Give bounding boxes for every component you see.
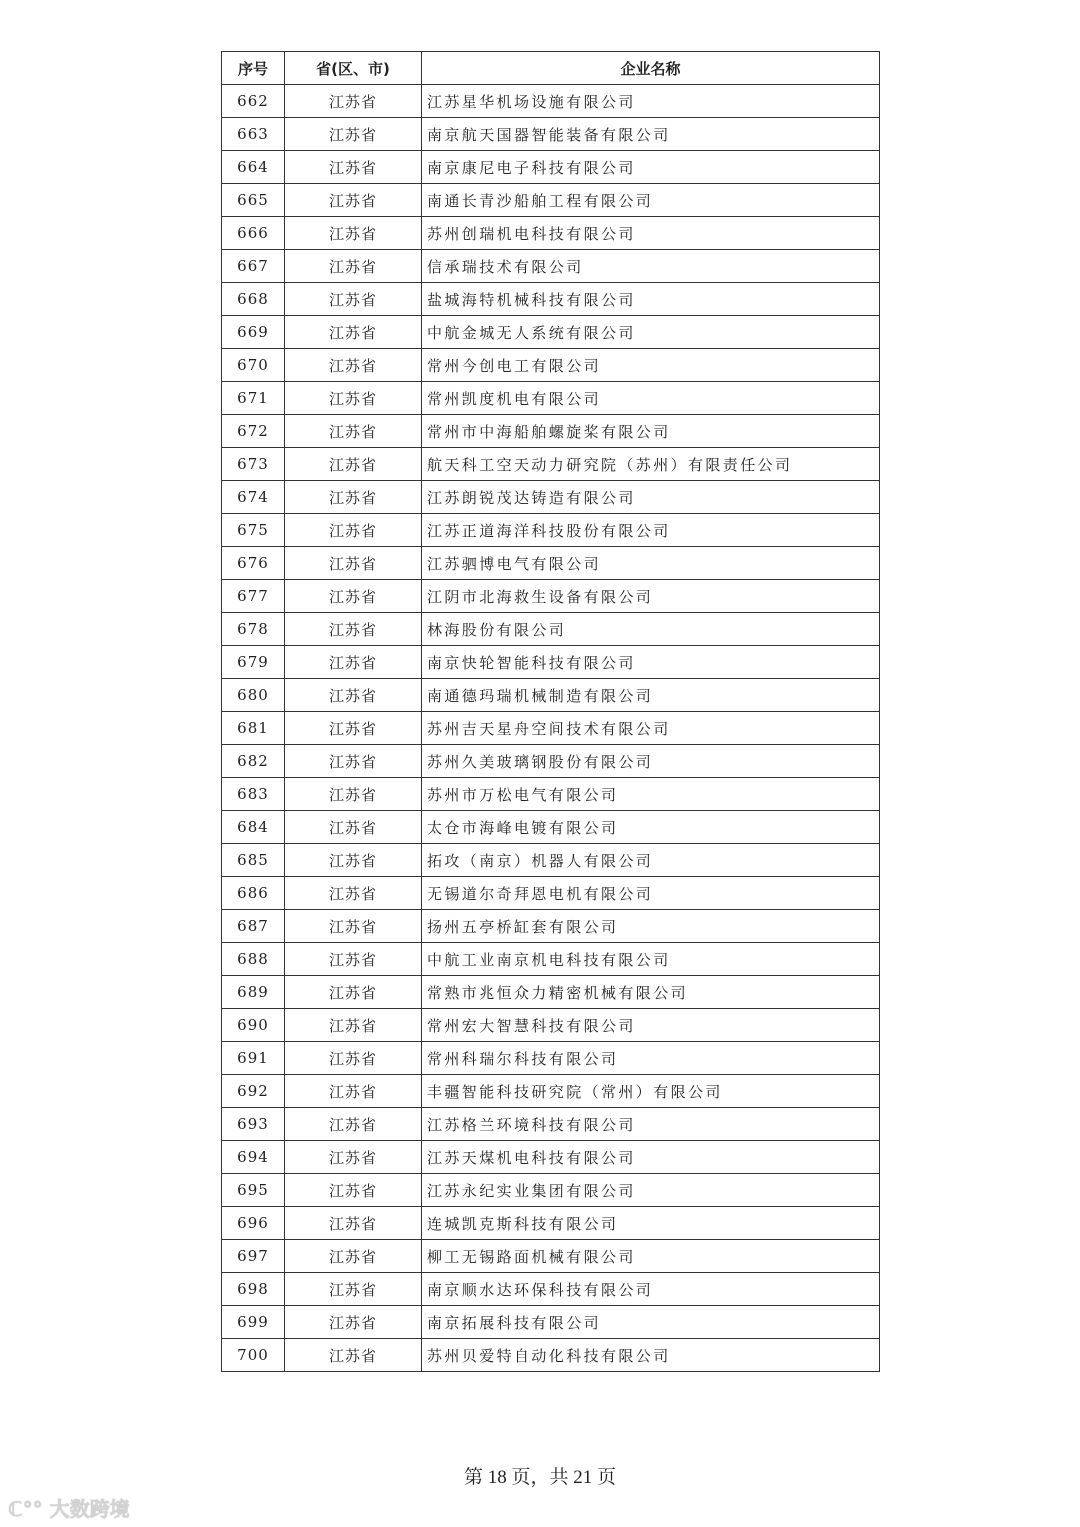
row-province: 江苏省 [285, 613, 422, 646]
row-company-name: 柳工无锡路面机械有限公司 [422, 1240, 880, 1273]
row-index: 672 [222, 415, 285, 448]
row-province: 江苏省 [285, 1009, 422, 1042]
row-index: 682 [222, 745, 285, 778]
row-company-name: 南京拓展科技有限公司 [422, 1306, 880, 1339]
row-index: 697 [222, 1240, 285, 1273]
table-row [222, 415, 880, 448]
row-company-name: 中航工业南京机电科技有限公司 [422, 943, 880, 976]
row-province: 江苏省 [285, 316, 422, 349]
table-row [222, 547, 880, 580]
table-row [222, 844, 880, 877]
table-body [222, 85, 880, 1372]
row-company-name: 江苏天煤机电科技有限公司 [422, 1141, 880, 1174]
row-index: 675 [222, 514, 285, 547]
row-province: 江苏省 [285, 250, 422, 283]
row-province: 江苏省 [285, 1075, 422, 1108]
row-province: 江苏省 [285, 349, 422, 382]
row-company-name: 扬州五亭桥缸套有限公司 [422, 910, 880, 943]
table-row [222, 184, 880, 217]
row-index: 683 [222, 778, 285, 811]
row-index: 700 [222, 1339, 285, 1372]
row-index: 663 [222, 118, 285, 151]
row-index: 695 [222, 1174, 285, 1207]
row-province: 江苏省 [285, 745, 422, 778]
row-index: 669 [222, 316, 285, 349]
table-row [222, 118, 880, 151]
table-row [222, 1306, 880, 1339]
row-index: 688 [222, 943, 285, 976]
row-province: 江苏省 [285, 1108, 422, 1141]
row-index: 687 [222, 910, 285, 943]
table-row [222, 250, 880, 283]
table-row [222, 745, 880, 778]
table-row [222, 1042, 880, 1075]
row-province: 江苏省 [285, 778, 422, 811]
table-row [222, 1273, 880, 1306]
row-province: 江苏省 [285, 1240, 422, 1273]
row-index: 674 [222, 481, 285, 514]
row-company-name: 林海股份有限公司 [422, 613, 880, 646]
row-index: 690 [222, 1009, 285, 1042]
row-index: 662 [222, 85, 285, 118]
row-index: 678 [222, 613, 285, 646]
table-row [222, 976, 880, 1009]
row-index: 699 [222, 1306, 285, 1339]
row-province: 江苏省 [285, 283, 422, 316]
row-index: 676 [222, 547, 285, 580]
row-index: 666 [222, 217, 285, 250]
enterprise-table [221, 51, 880, 1372]
table-header-row [222, 52, 880, 85]
row-index: 681 [222, 712, 285, 745]
row-index: 679 [222, 646, 285, 679]
row-province: 江苏省 [285, 514, 422, 547]
table-row [222, 877, 880, 910]
row-index: 670 [222, 349, 285, 382]
row-index: 694 [222, 1141, 285, 1174]
table-row [222, 580, 880, 613]
table-row [222, 1009, 880, 1042]
row-company-name: 丰疆智能科技研究院（常州）有限公司 [422, 1075, 880, 1108]
row-province: 江苏省 [285, 1141, 422, 1174]
row-index: 686 [222, 877, 285, 910]
row-company-name: 苏州创瑞机电科技有限公司 [422, 217, 880, 250]
row-province: 江苏省 [285, 151, 422, 184]
row-province: 江苏省 [285, 547, 422, 580]
row-company-name: 太仓市海峰电镀有限公司 [422, 811, 880, 844]
row-province: 江苏省 [285, 976, 422, 1009]
row-index: 680 [222, 679, 285, 712]
row-company-name: 南京航天国器智能装备有限公司 [422, 118, 880, 151]
row-province: 江苏省 [285, 679, 422, 712]
table-row [222, 514, 880, 547]
row-province: 江苏省 [285, 448, 422, 481]
row-company-name: 常州市中海船舶螺旋桨有限公司 [422, 415, 880, 448]
row-company-name: 常州宏大智慧科技有限公司 [422, 1009, 880, 1042]
table-row [222, 316, 880, 349]
row-index: 691 [222, 1042, 285, 1075]
row-province: 江苏省 [285, 118, 422, 151]
header-company-name: 企业名称 [422, 52, 880, 85]
row-company-name: 常熟市兆恒众力精密机械有限公司 [422, 976, 880, 1009]
row-company-name: 苏州吉天星舟空间技术有限公司 [422, 712, 880, 745]
row-company-name: 南通长青沙船舶工程有限公司 [422, 184, 880, 217]
row-company-name: 江苏驷博电气有限公司 [422, 547, 880, 580]
table-row [222, 151, 880, 184]
row-province: 江苏省 [285, 646, 422, 679]
row-index: 671 [222, 382, 285, 415]
watermark-logo: ℂ°° 大数跨境 [8, 1497, 130, 1521]
table-row [222, 778, 880, 811]
row-index: 698 [222, 1273, 285, 1306]
row-index: 673 [222, 448, 285, 481]
header-province: 省(区、市) [285, 52, 422, 85]
row-company-name: 南京顺水达环保科技有限公司 [422, 1273, 880, 1306]
table-row [222, 1108, 880, 1141]
row-province: 江苏省 [285, 382, 422, 415]
row-company-name: 苏州市万松电气有限公司 [422, 778, 880, 811]
row-company-name: 江苏星华机场设施有限公司 [422, 85, 880, 118]
row-company-name: 江阴市北海救生设备有限公司 [422, 580, 880, 613]
row-province: 江苏省 [285, 217, 422, 250]
row-index: 684 [222, 811, 285, 844]
row-province: 江苏省 [285, 415, 422, 448]
table-row [222, 811, 880, 844]
row-company-name: 南京康尼电子科技有限公司 [422, 151, 880, 184]
table-row [222, 613, 880, 646]
table-row [222, 1240, 880, 1273]
row-province: 江苏省 [285, 877, 422, 910]
row-index: 696 [222, 1207, 285, 1240]
row-province: 江苏省 [285, 481, 422, 514]
table-row [222, 712, 880, 745]
table-row [222, 1141, 880, 1174]
row-index: 689 [222, 976, 285, 1009]
table-row [222, 283, 880, 316]
row-province: 江苏省 [285, 184, 422, 217]
table-row [222, 1075, 880, 1108]
row-province: 江苏省 [285, 1042, 422, 1075]
row-company-name: 盐城海特机械科技有限公司 [422, 283, 880, 316]
table-row [222, 943, 880, 976]
row-company-name: 江苏朗锐茂达铸造有限公司 [422, 481, 880, 514]
row-province: 江苏省 [285, 712, 422, 745]
row-index: 692 [222, 1075, 285, 1108]
row-company-name: 南通德玛瑞机械制造有限公司 [422, 679, 880, 712]
row-index: 667 [222, 250, 285, 283]
table-row [222, 481, 880, 514]
row-province: 江苏省 [285, 580, 422, 613]
row-index: 685 [222, 844, 285, 877]
row-index: 668 [222, 283, 285, 316]
table-row [222, 910, 880, 943]
table-row [222, 1174, 880, 1207]
row-index: 677 [222, 580, 285, 613]
table-row [222, 1339, 880, 1372]
row-province: 江苏省 [285, 943, 422, 976]
row-province: 江苏省 [285, 1207, 422, 1240]
row-company-name: 常州科瑞尔科技有限公司 [422, 1042, 880, 1075]
table-row [222, 646, 880, 679]
table-row [222, 1207, 880, 1240]
row-province: 江苏省 [285, 1273, 422, 1306]
table-row [222, 679, 880, 712]
table-row [222, 382, 880, 415]
row-company-name: 连城凯克斯科技有限公司 [422, 1207, 880, 1240]
row-company-name: 江苏格兰环境科技有限公司 [422, 1108, 880, 1141]
row-index: 664 [222, 151, 285, 184]
table-row [222, 217, 880, 250]
table-row [222, 85, 880, 118]
row-company-name: 中航金城无人系统有限公司 [422, 316, 880, 349]
row-company-name: 拓攻（南京）机器人有限公司 [422, 844, 880, 877]
row-province: 江苏省 [285, 811, 422, 844]
row-province: 江苏省 [285, 1174, 422, 1207]
row-company-name: 南京快轮智能科技有限公司 [422, 646, 880, 679]
row-province: 江苏省 [285, 910, 422, 943]
row-company-name: 航天科工空天动力研究院（苏州）有限责任公司 [422, 448, 880, 481]
row-company-name: 苏州久美玻璃钢股份有限公司 [422, 745, 880, 778]
row-province: 江苏省 [285, 1306, 422, 1339]
header-index: 序号 [222, 52, 285, 85]
table-row [222, 448, 880, 481]
watermark-text: 大数跨境 [49, 1497, 130, 1521]
row-company-name: 常州今创电工有限公司 [422, 349, 880, 382]
row-province: 江苏省 [285, 85, 422, 118]
row-company-name: 无锡道尔奇拜恩电机有限公司 [422, 877, 880, 910]
row-company-name: 江苏正道海洋科技股份有限公司 [422, 514, 880, 547]
row-company-name: 江苏永纪实业集团有限公司 [422, 1174, 880, 1207]
row-company-name: 信承瑞技术有限公司 [422, 250, 880, 283]
row-company-name: 常州凯度机电有限公司 [422, 382, 880, 415]
table-row [222, 349, 880, 382]
row-index: 693 [222, 1108, 285, 1141]
row-province: 江苏省 [285, 1339, 422, 1372]
row-province: 江苏省 [285, 844, 422, 877]
page-number: 第 18 页，共 21 页 [463, 1467, 616, 1488]
row-company-name: 苏州贝爱特自动化科技有限公司 [422, 1339, 880, 1372]
row-index: 665 [222, 184, 285, 217]
